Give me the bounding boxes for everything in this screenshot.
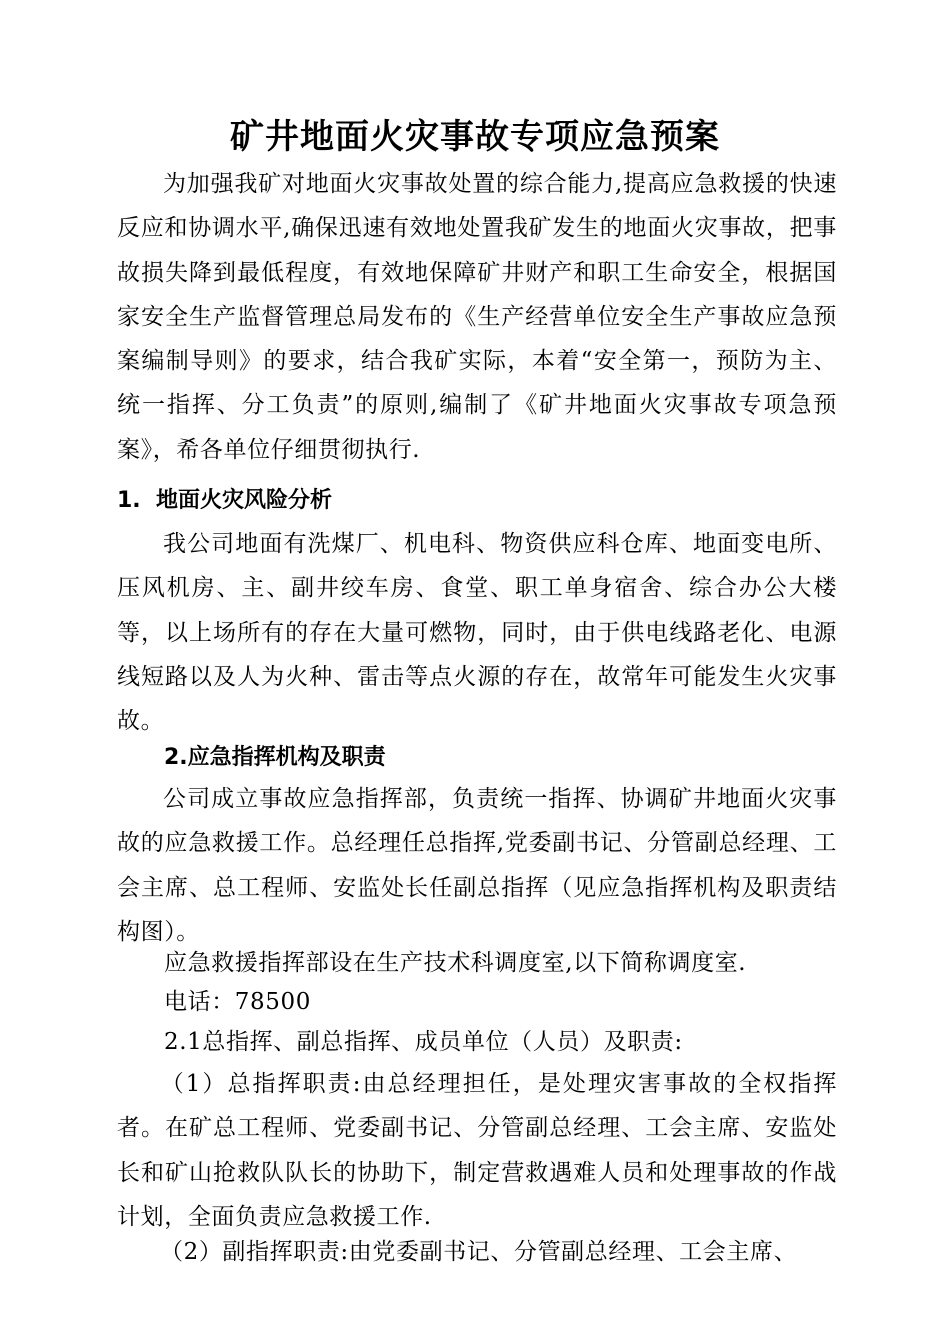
- section-2-heading: 2.应急指挥机构及职责: [164, 745, 386, 770]
- subsection-2-1-heading: 2.1总指挥、副总指挥、成员单位（人员）及职责:: [164, 1029, 683, 1055]
- section-1-title-rest: 风险分析: [244, 488, 333, 513]
- section-1-body: 我公司地面有洗煤厂、机电科、物资供应科仓库、地面变电所、压风机房、主、副井绞车房、食堂、职工单身宿舍、综合办公大楼等，以上场所有的存在大量可燃物，同时，由于供电线路老化、电源线短路以及人为火种、雷击等点火源的存在，故常年可能发生火灾事故。: [117, 531, 837, 735]
- section-1-number: 1.: [117, 488, 141, 513]
- phone-line: 电话：78500: [164, 989, 311, 1015]
- intro-paragraph: 为加强我矿对地面火灾事故处置的综合能力,提高应急救援的快速反应和协调水平,确保迅速有效地处置我矿发生的地面火灾事故，把事故损失降到最低程度，有效地保障矿井财产和职工生命安全，根据国家安全生产监督管理总局发布的《生产经营单位安全生产事故应急预案编制导则》的要求，结合我矿实际，本着“安全第一，预防为主、统一指挥、分工负责”的原则,编制了《矿井地面火灾事故专项急预案》，希各单位仔细贯彻执行.: [117, 171, 837, 463]
- section-1-heading: [117, 485, 332, 517]
- item-1-paragraph: （1）总指挥职责:由总经理担任，是处理灾害事故的全权指挥者。在矿总工程师、党委副书记、分管副总经理、工会主席、安监处长和矿山抢救队队长的协助下，制定营救遇难人员和处理事故的作战计划，全面负责应急救援工作.: [117, 1071, 837, 1230]
- document-title: 矿井地面火灾事故专项应急预案: [230, 116, 720, 157]
- command-location-line: 应急救援指挥部设在生产技术科调度室,以下简称调度室.: [164, 950, 747, 976]
- item-2-paragraph: （2）副指挥职责:由党委副书记、分管副总经理、工会主席、: [160, 1239, 798, 1265]
- section-1-title-bold: 地面火灾: [156, 488, 245, 513]
- section-2-body: 公司成立事故应急指挥部，负责统一指挥、协调矿井地面火灾事故的应急救援工作。总经理任总指挥,党委副书记、分管副总经理、工会主席、总工程师、安监处长任副总指挥（见应急指挥机构及职责结构图）。: [117, 786, 837, 945]
